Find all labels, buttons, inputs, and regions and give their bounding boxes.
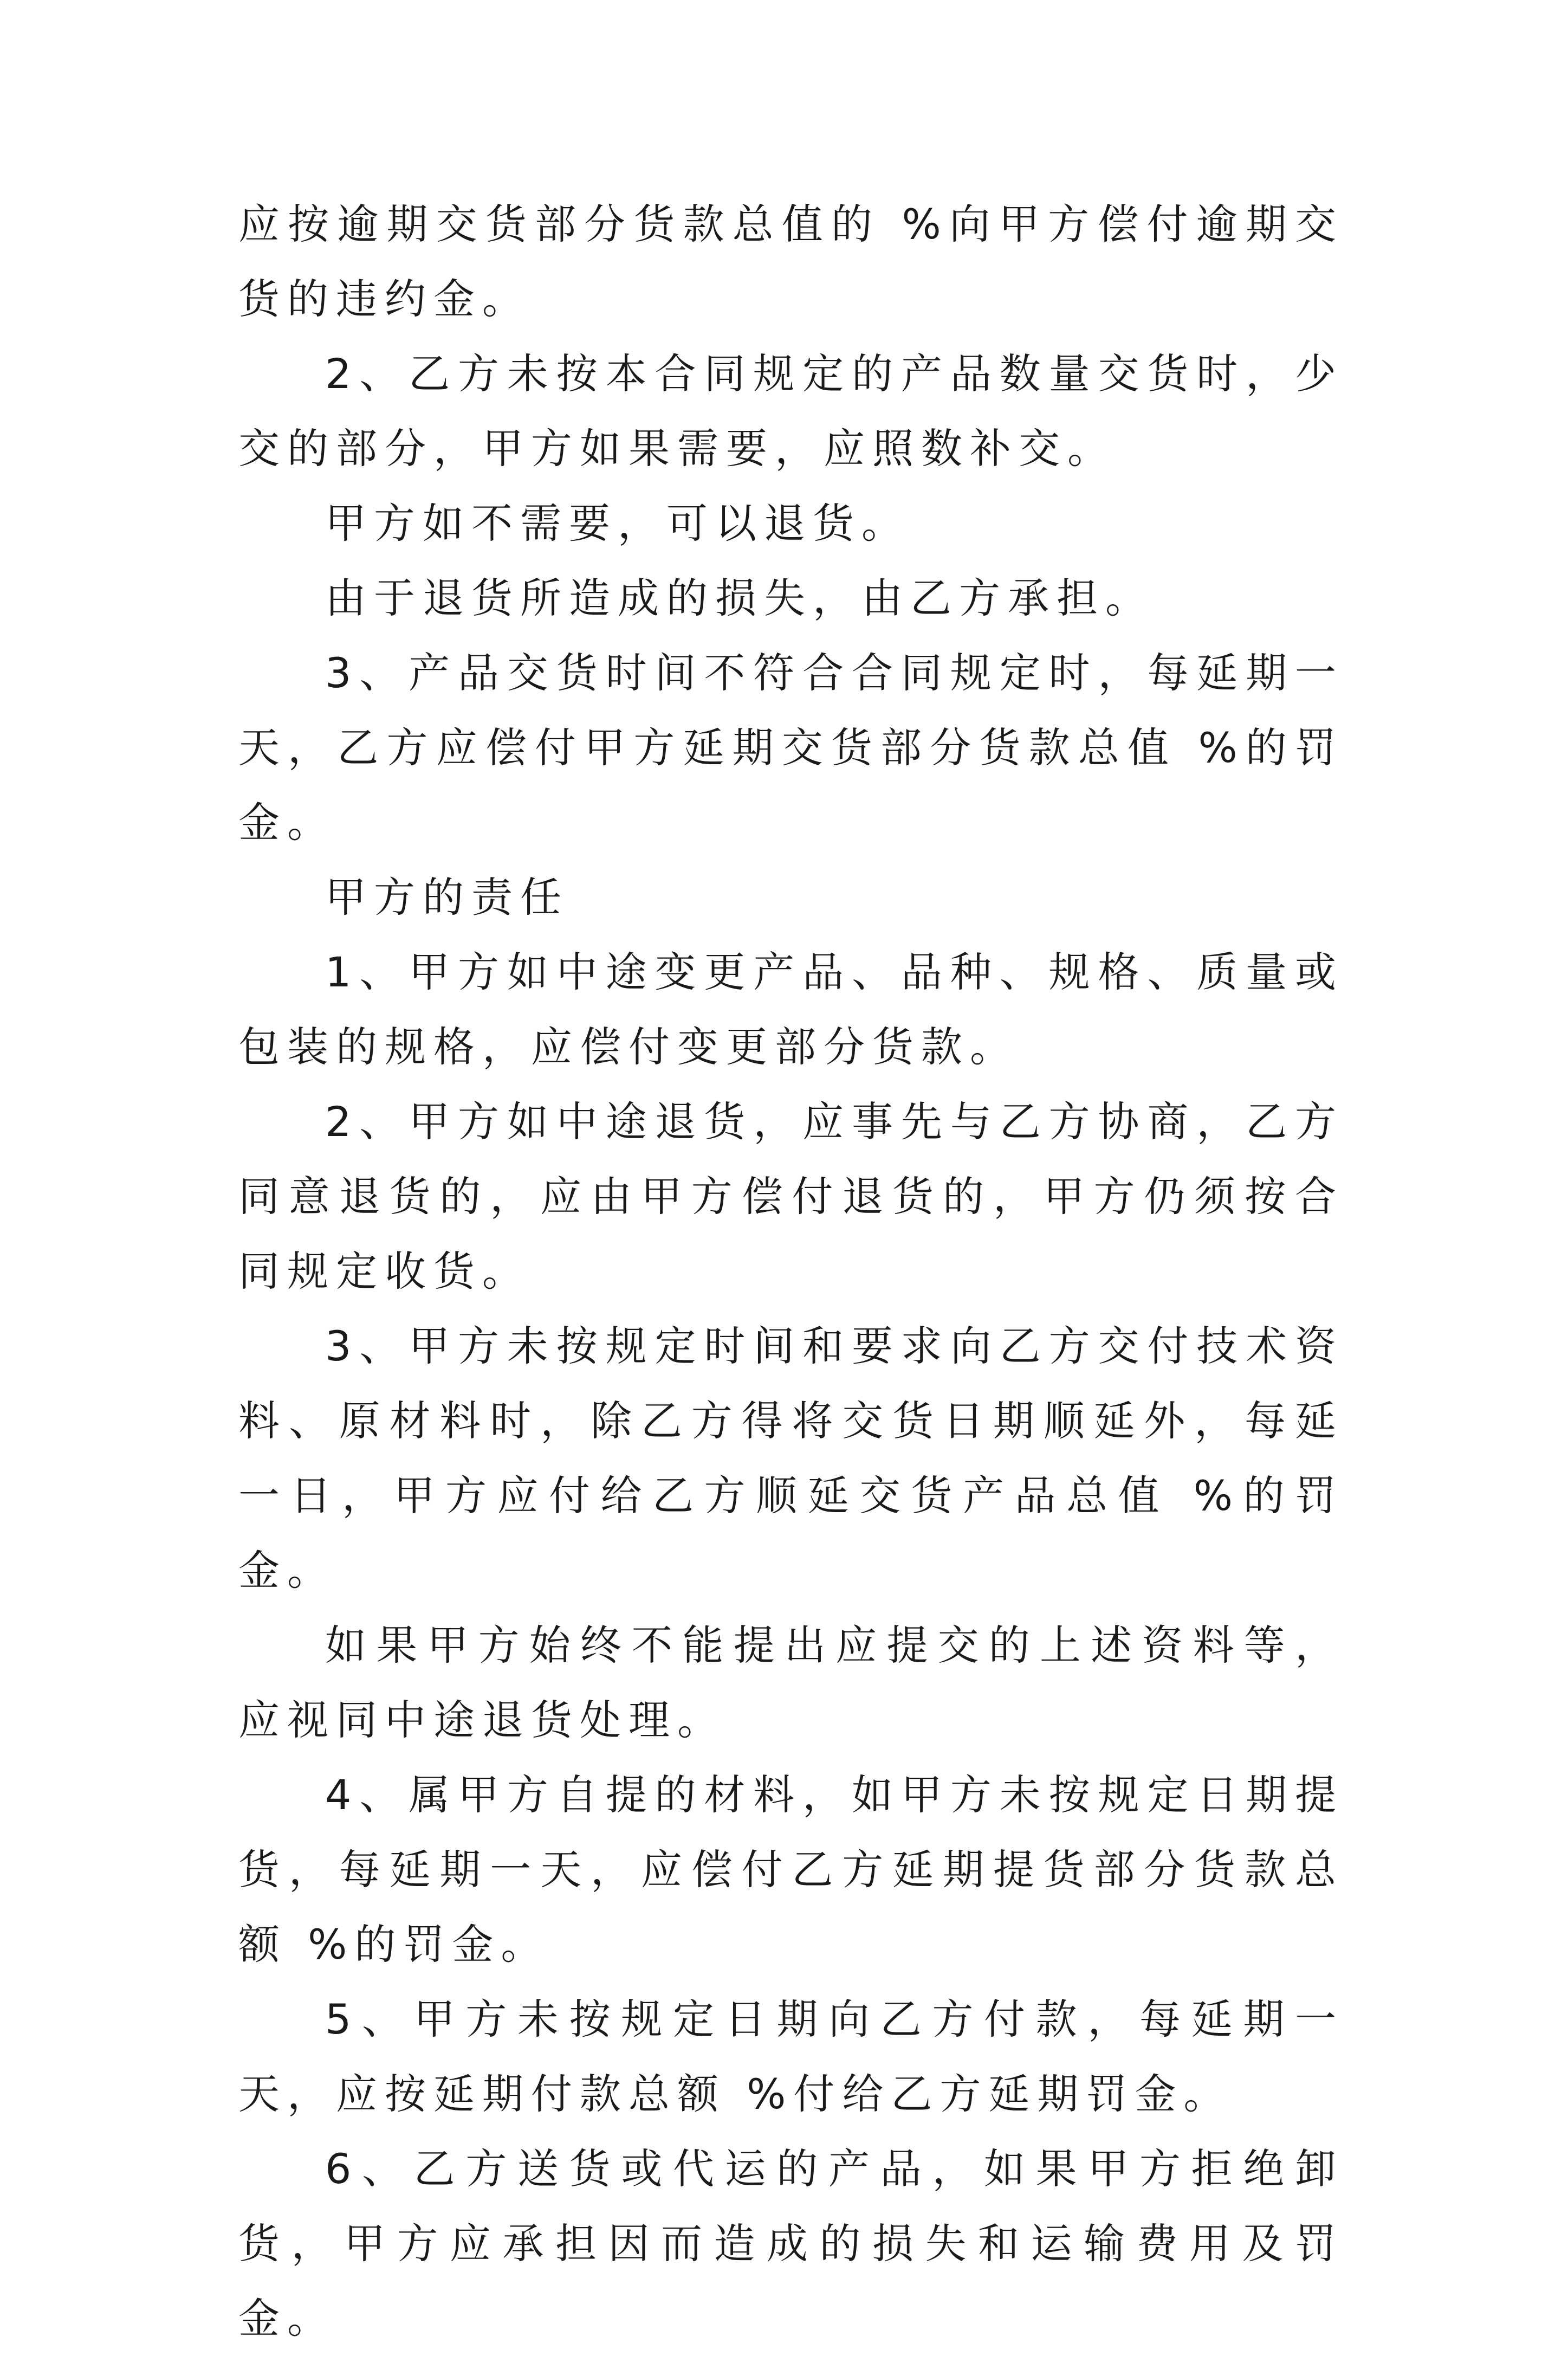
paragraph: 6、乙方送货或代运的产品，如果甲方拒绝卸货，甲方应承担因而造成的损失和运输费用及罚金。 [238,2145,1344,2342]
paragraph: 3、产品交货时间不符合合同规定时，每延期一天，乙方应偿付甲方延期交货部分货款总值 %的罚金。 [238,649,1344,847]
paragraph: 甲方如不需要，可以退货。 [325,499,910,547]
section-heading: 甲方的责任 [325,873,569,921]
paragraph: 3、甲方未按规定时间和要求向乙方交付技术资料、原材料时，除乙方得将交货日期顺延外，每延一日，甲方应付给乙方顺延交货产品总值 %的罚金。 [238,1322,1344,1595]
paragraph: 1、甲方如中途变更产品、品种、规格、质量或包装的规格，应偿付变更部分货款。 [238,948,1344,1071]
paragraph: 由于退货所造成的损失，由乙方承担。 [325,574,1154,622]
document-body [238,187,1344,2356]
paragraph: 2、乙方未按本合同规定的产品数量交货时，少交的部分，甲方如果需要，应照数补交。 [238,350,1344,473]
paragraph: 5、甲方未按规定日期向乙方付款，每延期一天，应按延期付款总额 %付给乙方延期罚金。 [238,1995,1344,2118]
paragraph: 2、甲方如中途退货，应事先与乙方协商，乙方同意退货的，应由甲方偿付退货的，甲方仍须按合同规定收货。 [238,1098,1344,1295]
paragraph: 4、属甲方自提的材料，如甲方未按规定日期提货，每延期一天，应偿付乙方延期提货部分货款总额 %的罚金。 [238,1771,1344,1968]
paragraph: 如果甲方始终不能提出应提交的上述资料等，应视同中途退货处理。 [238,1621,1344,1744]
paragraph: 应按逾期交货部分货款总值的 %向甲方偿付逾期交货的违约金。 [238,200,1344,323]
